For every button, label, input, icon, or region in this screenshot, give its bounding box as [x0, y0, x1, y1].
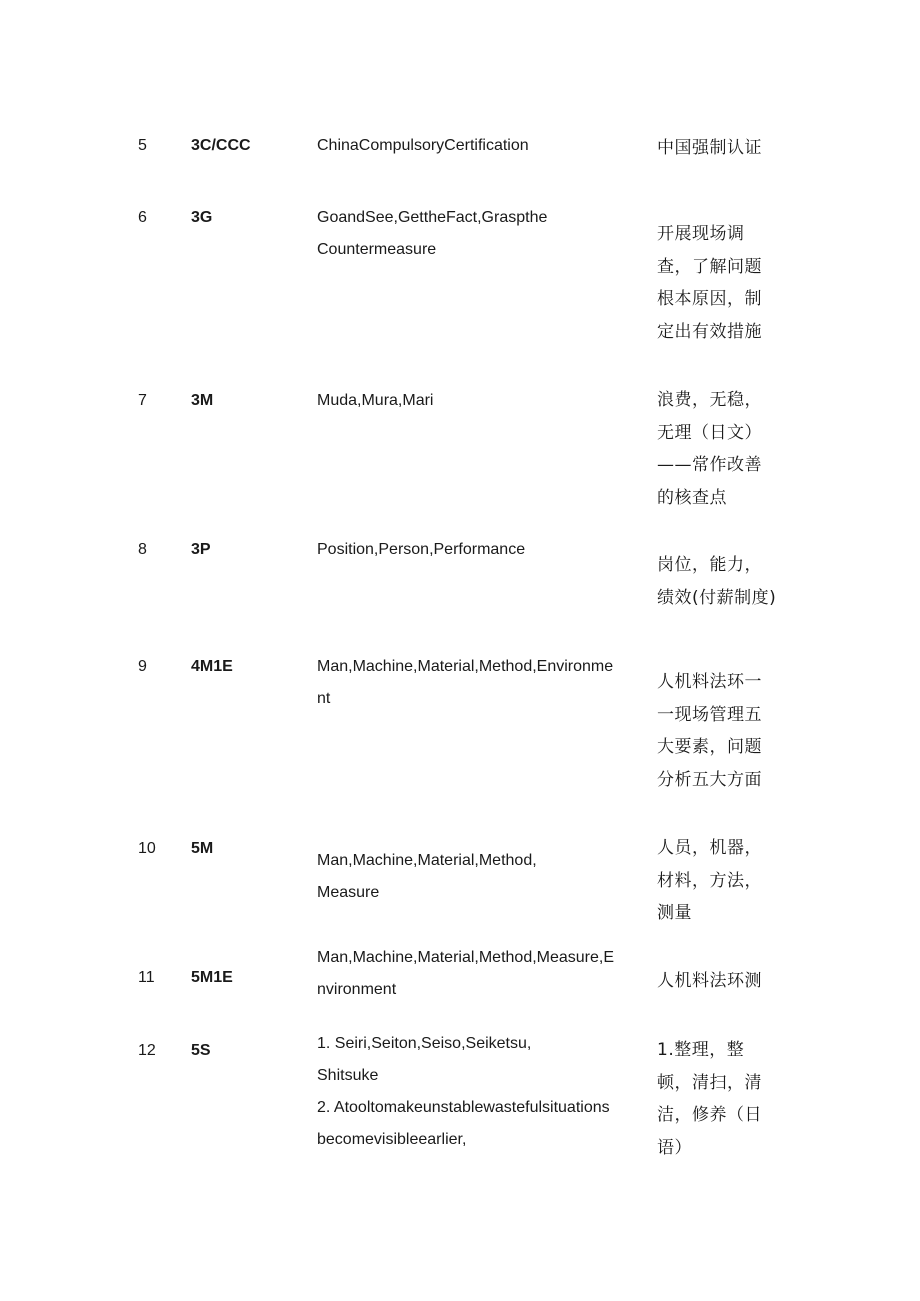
row-number: 10	[138, 840, 156, 857]
english-line: Shitsuke	[317, 1067, 379, 1084]
row-number: 5	[138, 137, 147, 154]
chinese-line: 语）	[657, 1137, 692, 1158]
chinese-line: 人机料法环测	[657, 971, 762, 991]
chinese-line: 大要素，问题	[657, 737, 762, 757]
row-abbreviation: 3P	[191, 541, 211, 558]
row-chinese-meaning	[657, 132, 773, 165]
row-english-term	[317, 845, 647, 909]
chinese-line: 一现场管理五	[657, 704, 762, 725]
chinese-line: 顿，清扫，清	[657, 1072, 762, 1093]
row-chinese-meaning	[657, 666, 773, 796]
row-abbreviation: 5M1E	[191, 969, 233, 986]
english-line: GoandSee,GettheFact,Graspthe	[317, 209, 548, 226]
chinese-line: 查，了解问题	[657, 256, 762, 277]
chinese-line: 材料，方法，	[657, 870, 762, 891]
row-number: 7	[138, 392, 147, 409]
row-abbreviation: 4M1E	[191, 658, 233, 675]
chinese-line: 开展现场调	[657, 224, 745, 244]
english-line: ChinaCompulsoryCertification	[317, 137, 529, 154]
chinese-line: 根本原因，制	[657, 289, 762, 309]
row-english-term	[317, 130, 647, 162]
row-english-term	[317, 651, 647, 715]
row-english-term	[317, 202, 647, 266]
row-number: 6	[138, 209, 147, 226]
row-chinese-meaning	[657, 384, 773, 514]
row-english-term	[317, 942, 647, 1006]
english-line: becomevisibleearlier,	[317, 1131, 467, 1148]
row-english-term	[317, 1028, 647, 1156]
english-line: 1. Seiri,Seiton,Seiso,Seiketsu,	[317, 1035, 532, 1052]
row-abbreviation: 3G	[191, 209, 213, 226]
row-abbreviation: 5S	[191, 1042, 211, 1059]
chinese-line: 的核查点	[657, 487, 727, 508]
chinese-line: 绩效(付薪制度)	[657, 587, 777, 608]
row-english-term	[317, 385, 647, 417]
chinese-line: 分析五大方面	[657, 769, 762, 790]
row-number: 8	[138, 541, 147, 558]
chinese-line: ——常作改善	[657, 455, 762, 475]
english-line: nvironment	[317, 981, 397, 998]
english-line: Man,Machine,Material,Method,	[317, 852, 537, 869]
row-number: 9	[138, 658, 147, 675]
english-line: Position,Person,Performance	[317, 541, 526, 558]
chinese-line: 岗位，能力，	[657, 555, 762, 575]
english-line: 2. Atooltomakeunstablewastefulsituations	[317, 1099, 610, 1116]
row-chinese-meaning	[657, 832, 773, 930]
row-number: 11	[138, 969, 155, 986]
row-chinese-meaning	[657, 549, 787, 614]
chinese-line: 中国强制认证	[657, 138, 762, 158]
english-line: Measure	[317, 884, 380, 901]
chinese-line: 浪费，无稳，	[657, 390, 762, 410]
row-abbreviation: 3C/CCC	[191, 137, 251, 154]
row-chinese-meaning	[657, 965, 773, 998]
english-line: nt	[317, 690, 331, 707]
chinese-line: 1.整理，整	[657, 1040, 745, 1060]
chinese-line: 测量	[657, 903, 692, 923]
row-chinese-meaning	[657, 1034, 773, 1164]
chinese-line: 人机料法环一	[657, 672, 762, 692]
chinese-line: 无理（日文）	[657, 422, 762, 443]
english-line: Muda,Mura,Mari	[317, 392, 434, 409]
chinese-line: 定出有效措施	[657, 321, 762, 342]
row-abbreviation: 5M	[191, 840, 214, 857]
chinese-line: 人员，机器，	[657, 838, 762, 858]
chinese-line: 洁，修养（日	[657, 1105, 762, 1125]
row-english-term	[317, 534, 647, 566]
english-line: Countermeasure	[317, 241, 437, 258]
row-abbreviation: 3M	[191, 392, 214, 409]
english-line: Man,Machine,Material,Method,Measure,E	[317, 949, 615, 966]
row-number: 12	[138, 1042, 156, 1059]
row-chinese-meaning	[657, 218, 773, 348]
english-line: Man,Machine,Material,Method,Environme	[317, 658, 614, 675]
